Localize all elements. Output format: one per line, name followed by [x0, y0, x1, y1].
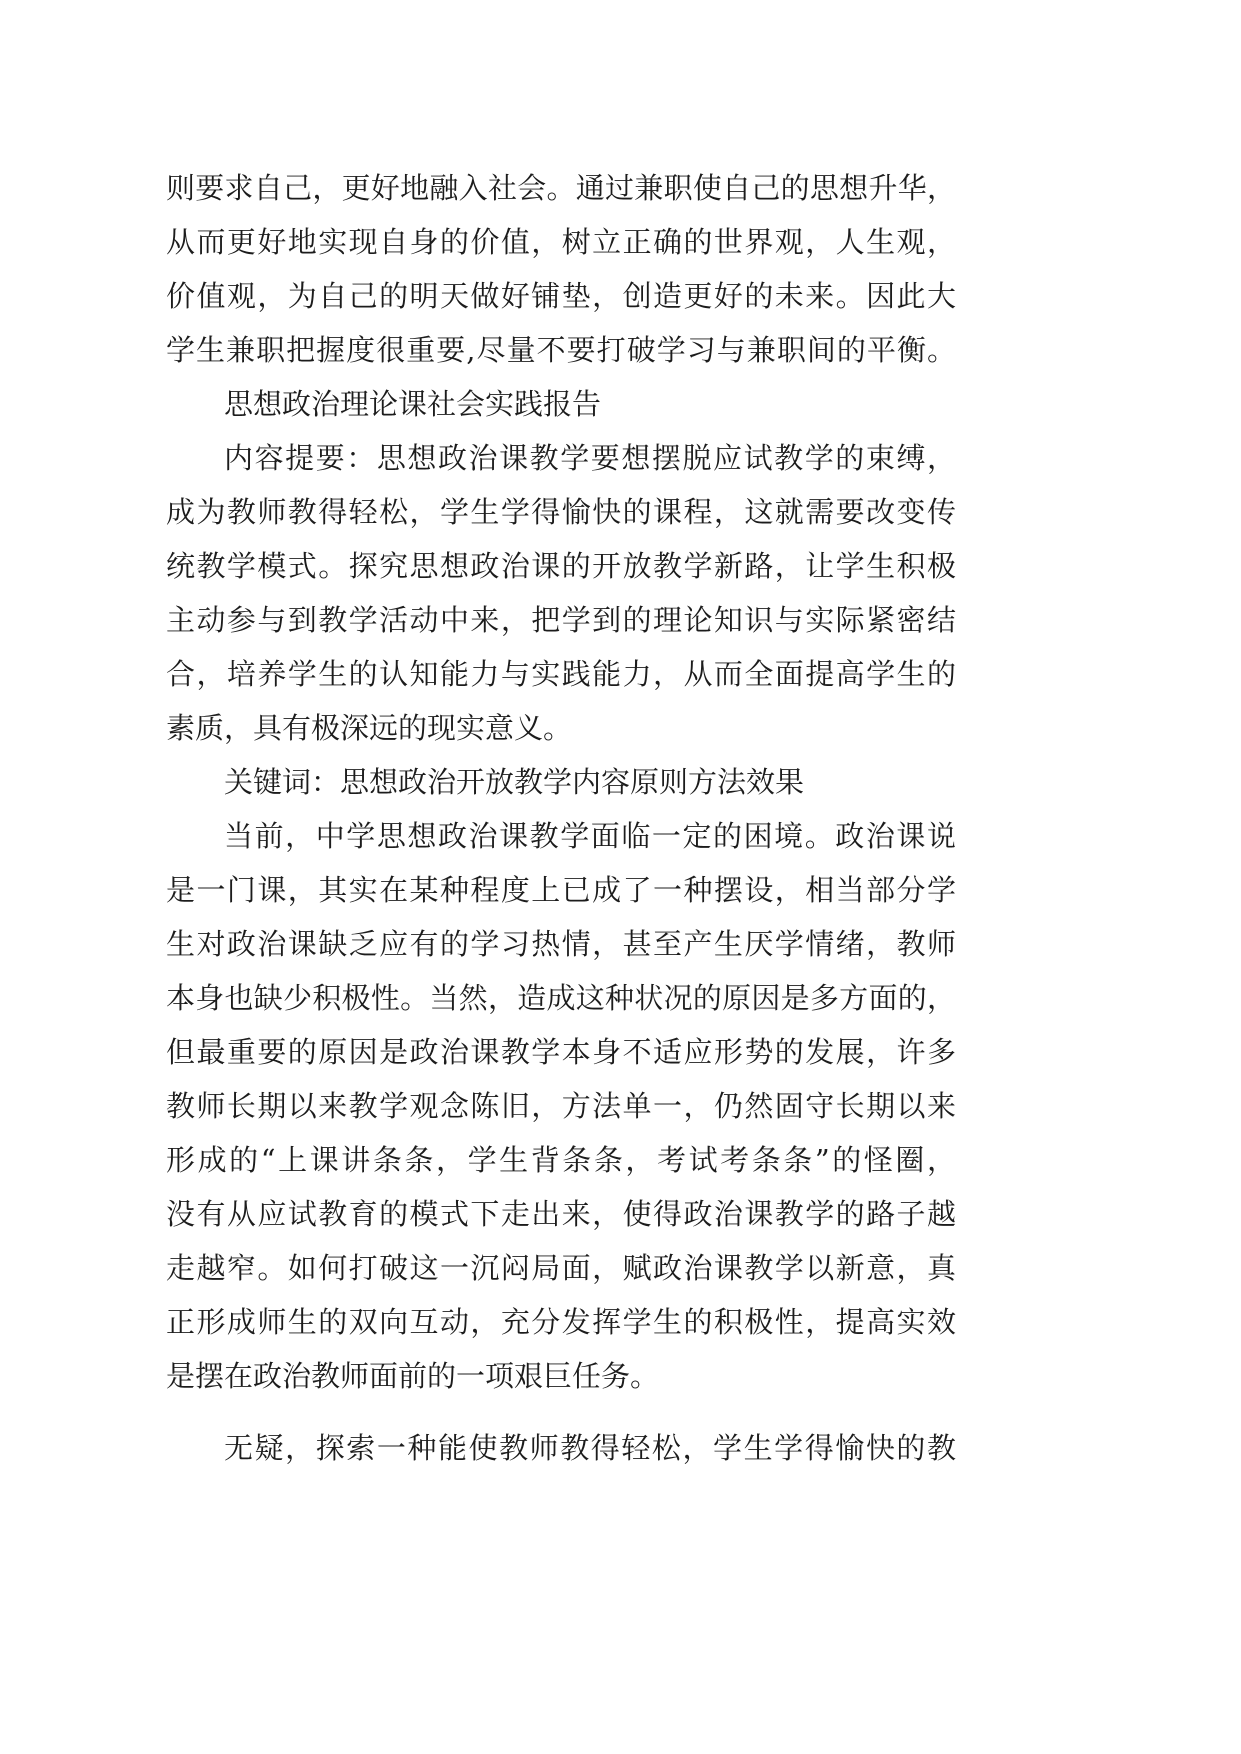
text-line: 则要求自己，更好地融入社会。通过兼职使自己的思想升华， [166, 171, 956, 205]
text-line: 当前，中学思想政治课教学面临一定的困境。政治课说 [224, 819, 956, 853]
text-line: 生对政治课缺乏应有的学习热情，甚至产生厌学情绪，教师 [166, 927, 956, 961]
text-line: 合，培养学生的认知能力与实践能力，从而全面提高学生的 [166, 657, 956, 691]
text-line: 素质，具有极深远的现实意义。 [166, 711, 573, 745]
text-line: 是摆在政治教师面前的一项艰巨任务。 [166, 1359, 660, 1393]
keywords-paragraph [166, 755, 956, 809]
text-line: 正形成师生的双向互动，充分发挥学生的积极性，提高实效 [166, 1305, 956, 1339]
continuation-paragraph [166, 161, 956, 377]
text-line: 价值观，为自己的明天做好铺垫，创造更好的未来。因此大 [166, 279, 956, 313]
document-body [166, 161, 956, 1475]
text-line: 没有从应试教育的模式下走出来，使得政治课教学的路子越 [166, 1197, 956, 1231]
keywords-line: 关键词：思想政治开放教学内容原则方法效果 [224, 765, 805, 799]
report-title-line: 思想政治理论课社会实践报告 [224, 387, 602, 421]
text-line: 成为教师教得轻松，学生学得愉快的课程，这就需要改变传 [166, 495, 956, 529]
text-line: 教师长期以来教学观念陈旧，方法单一，仍然固守长期以来 [166, 1089, 956, 1123]
text-line: 但最重要的原因是政治课教学本身不适应形势的发展，许多 [166, 1035, 956, 1069]
text-line: 主动参与到教学活动中来，把学到的理论知识与实际紧密结 [166, 603, 956, 637]
report-title [166, 377, 956, 431]
text-line: 是一门课，其实在某种程度上已成了一种摆设，相当部分学 [166, 873, 956, 907]
text-line: 学生兼职把握度很重要,尽量不要打破学习与兼职间的平衡。 [166, 333, 956, 367]
text-line: 内容提要：思想政治课教学要想摆脱应试教学的束缚， [224, 441, 956, 475]
text-line: 从而更好地实现自身的价值，树立正确的世界观，人生观， [166, 225, 956, 259]
abstract-paragraph [166, 431, 956, 755]
text-line: 无疑，探索一种能使教师教得轻松，学生学得愉快的教 [224, 1431, 956, 1465]
text-line: 本身也缺少积极性。当然，造成这种状况的原因是多方面的， [166, 981, 956, 1015]
body-paragraph [166, 1421, 956, 1475]
text-line: 统教学模式。探究思想政治课的开放教学新路，让学生积极 [166, 549, 956, 583]
text-line: 走越窄。如何打破这一沉闷局面，赋政治课教学以新意，真 [166, 1251, 956, 1285]
text-line: 形成的“上课讲条条，学生背条条，考试考条条”的怪圈， [166, 1143, 956, 1177]
body-paragraph [166, 809, 956, 1403]
